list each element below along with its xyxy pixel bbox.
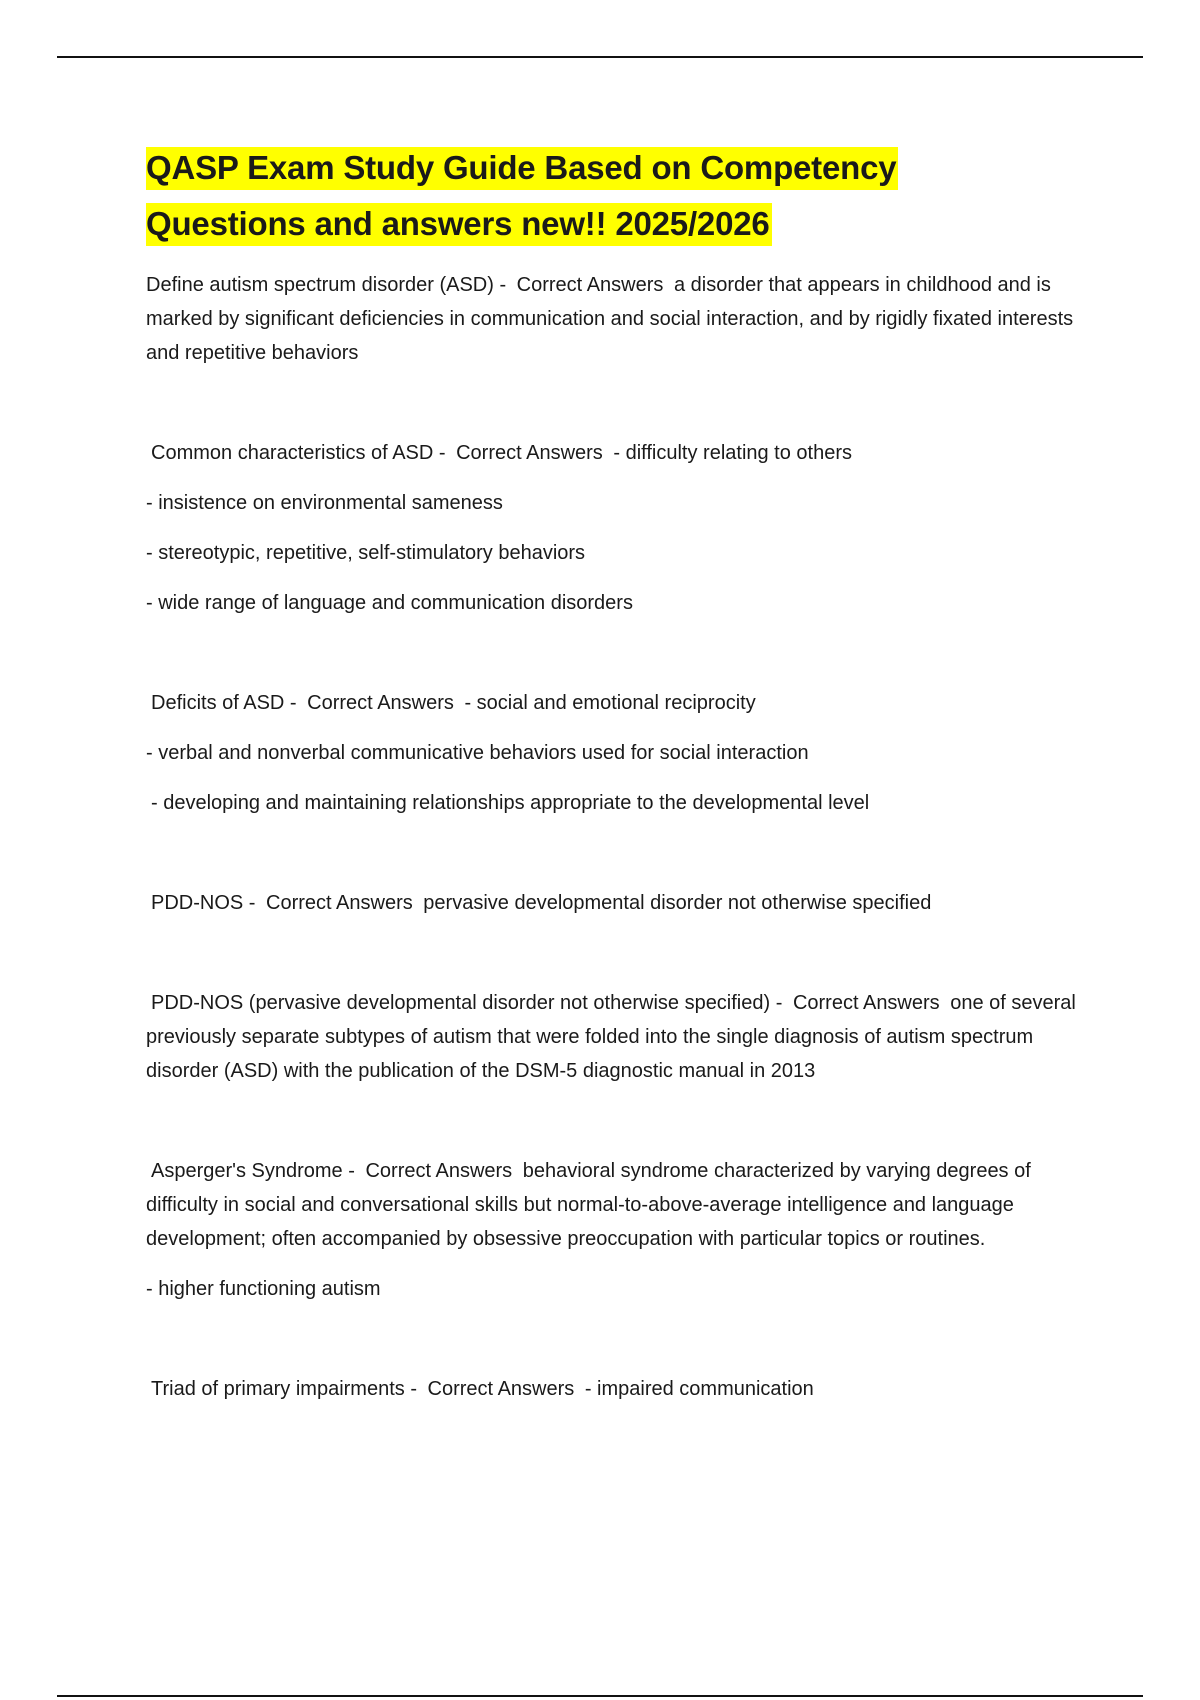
entry-answer: a disorder that appears in childhood and is marked by significant deficiencies in communication and social interaction, and by rigidly fixated interests and repetitive behaviors [146, 274, 1074, 364]
entry-triad [146, 1372, 1091, 1406]
title-line-1: QASP Exam Study Guide Based on Competency [146, 147, 898, 190]
correct-answers-label: Correct Answers [365, 1160, 513, 1182]
title-line-2: Questions and answers new!! 2025/2026 [146, 203, 772, 246]
entry-asperger [146, 1154, 1091, 1256]
list-item: - wide range of language and communication disorders [146, 592, 633, 614]
entry-pddnos [146, 886, 1091, 920]
entry-asd-definition [146, 268, 1091, 370]
entry-deficits [146, 686, 1091, 720]
correct-answers-label: Correct Answers [427, 1378, 575, 1400]
list-item: - verbal and nonverbal communicative behaviors used for social interaction [146, 742, 809, 764]
entry-answer: - social and emotional reciprocity [464, 692, 756, 714]
entry-term: Define autism spectrum disorder (ASD) - [146, 274, 507, 296]
correct-answers-label: Correct Answers [792, 992, 940, 1014]
entry-term: Asperger's Syndrome - [151, 1160, 355, 1182]
correct-answers-label: Correct Answers [307, 692, 454, 714]
document-title [146, 140, 1091, 252]
entry-term: PDD-NOS (pervasive developmental disorder not otherwise specified) - [151, 992, 783, 1014]
entry-pddnos-full [146, 986, 1091, 1088]
list-item: - higher functioning autism [146, 1278, 381, 1300]
entry-term: Triad of primary impairments - [151, 1378, 417, 1400]
entry-characteristics [146, 436, 1091, 470]
correct-answers-label: Correct Answers [456, 442, 603, 464]
correct-answers-label: Correct Answers [266, 892, 413, 914]
list-item: - developing and maintaining relationships appropriate to the developmental level [151, 792, 870, 814]
list-item: - stereotypic, repetitive, self-stimulatory behaviors [146, 542, 586, 564]
entry-answer: one of several previously separate subtypes of autism that were folded into the single diagnosis of autism spectrum disorder (ASD) with the publication of the DSM-5 diagnostic manual in 2013 [146, 992, 1076, 1082]
list-item: - insistence on environmental sameness [146, 492, 503, 514]
entry-term: PDD-NOS - [151, 892, 256, 914]
top-rule [57, 56, 1143, 58]
entry-term: Common characteristics of ASD - [151, 442, 446, 464]
document-body [146, 140, 1091, 1406]
entry-answer: behavioral syndrome characterized by varying degrees of difficulty in social and conversational skills but normal-to-above-average intelligence and language development; often accompanied by obsessive preoccupation with particular topics or routines. [146, 1160, 1031, 1250]
correct-answers-label: Correct Answers [516, 274, 664, 296]
entry-term: Deficits of ASD - [151, 692, 297, 714]
entry-answer: - difficulty relating to others [613, 442, 853, 464]
entry-answer: pervasive developmental disorder not otherwise specified [423, 892, 932, 914]
bottom-rule [57, 1695, 1143, 1697]
entry-answer: - impaired communication [584, 1378, 814, 1400]
